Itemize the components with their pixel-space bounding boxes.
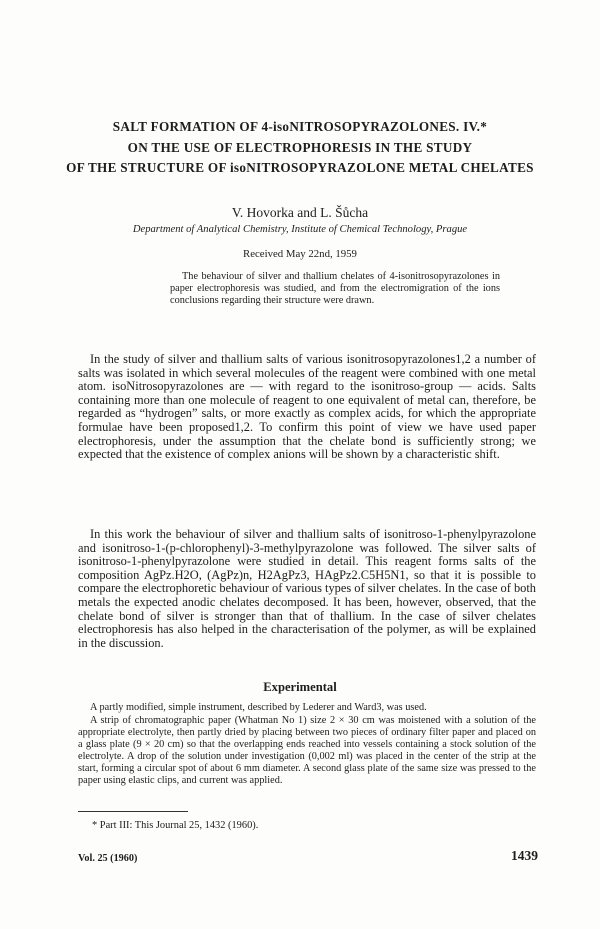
experimental-paragraph-1: A partly modified, simple instrument, described by Lederer and Ward3, was used. bbox=[90, 702, 427, 713]
title-line-1: SALT FORMATION OF 4-isoNITROSOPYRAZOLONES. IV.* bbox=[112, 119, 488, 134]
body-paragraph-2: In this work the behaviour of silver and thallium salts of isonitroso-1-phenylpyrazolone and isonitroso-1-(p-chlorophenyl)-3-methylpyrazolone was followed. The silver salts of isonitroso-1-phenylpyrazolone were studied in detail. This reagent forms salts of the composition AgPz.H2O, (AgPz)n, H2AgPz3, HAgPz2.C5H5N1, so that it is possible to compare the electrophoretic behaviour of various types of silver chelates. In the case of both metals the expected anodic chelates decomposed. It has been, however, observed, that the chelate bond of silver is stronger than that of thallium. In the case of silver chelates electrophoresis has also helped in the characterisation of the polymer, as will be explained in the discussion. bbox=[78, 527, 536, 650]
volume-footer: Vol. 25 (1960) bbox=[78, 853, 138, 864]
page-number: 1439 bbox=[511, 848, 538, 863]
title-line-3: OF THE STRUCTURE OF isoNITROSOPYRAZOLONE METAL CHELATES bbox=[66, 160, 534, 175]
title-line-2: ON THE USE OF ELECTROPHORESIS IN THE STUDY bbox=[127, 140, 473, 155]
section-heading-experimental: Experimental bbox=[263, 680, 337, 694]
affiliation: Department of Analytical Chemistry, Institute of Chemical Technology, Prague bbox=[132, 224, 468, 235]
footnote-rule bbox=[78, 811, 188, 812]
received-date: Received May 22nd, 1959 bbox=[243, 248, 357, 260]
footnote: * Part III: This Journal 25, 1432 (1960). bbox=[92, 820, 259, 831]
abstract: The behaviour of silver and thallium chelates of 4-isonitrosopyrazolones in paper electrophoresis was studied, and from the electromigration of the ions conclusions regarding their structure were drawn. bbox=[170, 271, 500, 306]
authors: V. Hovorka and L. Šůcha bbox=[231, 205, 369, 220]
body-paragraph-1: In the study of silver and thallium salts of various isonitrosopyrazolones1,2 a number of salts was isolated in which several molecules of the reagent were combined with one metal atom. isoNitrosopyrazolones are — with regard to the isonitroso-group — acids. Salts containing more than one molecule of reagent to one equivalent of metal can, therefore, be regarded as “hydrogen” salts, or more exactly as complex acids, for which the appropriate formulae have been proposed1,2. To confirm this point of view we have used paper electrophoresis, under the assumption that the chelate bond is sufficiently strong; we expected that the existence of complex anions will be shown by a characteristic shift. bbox=[78, 352, 536, 462]
experimental-paragraph-2: A strip of chromatographic paper (Whatman No 1) size 2 × 30 cm was moistened with a solution of the appropriate electrolyte, then partly dried by placing between two pieces of ordinary filter paper and placed on a glass plate (9 × 20 cm) so that the overlapping ends reached into vessels containing a stock solution of the electrolyte. A drop of the solution under investigation (0,002 ml) was placed in the center of the strip at the start, forming a circular spot of about 6 mm diameter. A second glass plate of the same size was pressed to the paper using elastic clips, and current was applied. bbox=[78, 715, 536, 787]
